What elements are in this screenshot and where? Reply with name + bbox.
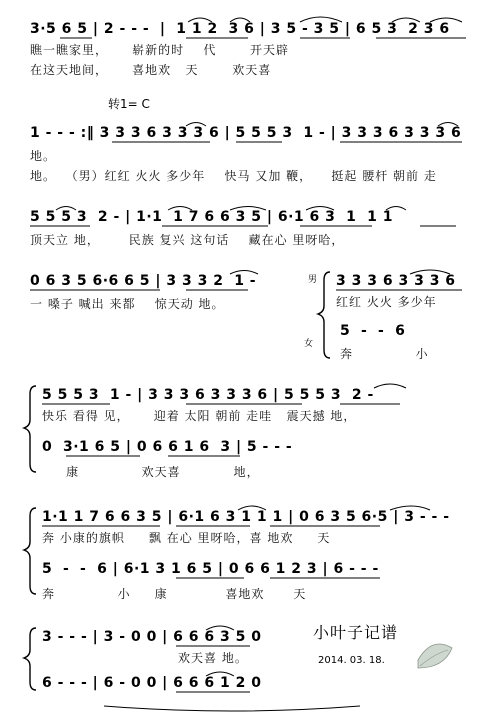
s7-upper-lyric: 欢天喜 地。: [178, 651, 248, 665]
s5-lower-lyric: 康 欢天喜 地，: [42, 465, 260, 479]
brace-s4: [318, 272, 330, 358]
s7-upper-notes: 3 - - - | 3 - 0 0 | 6 6 6 3 5 0: [42, 629, 262, 645]
s1-notes: 3·5 6 5 | 2 - - - | 1 1 2 3 6 | 3 5 - 3 5 | 6 5 3 2 3 6: [30, 21, 450, 37]
s6-upper-notes: 1·1 1 7 6 6 3 5 | 6·1 6 3 1 1 1 | 0 6 3 5 6·5 | 3 - - -: [42, 509, 450, 525]
s6-lower-lyric: 奔 小 康 喜地欢 天: [42, 587, 307, 601]
s4-lower-lyric: 奔 小: [340, 347, 429, 361]
s3-notes: 5 5 5 3 2 - | 1·1 1 7 6 6 3 5 | 6·1 6 3 1 1 1: [30, 209, 393, 225]
leaf-ornament: [418, 644, 452, 668]
s2-lyric-1: 地。: [30, 149, 57, 163]
underlines: [30, 38, 466, 692]
s2-notes: 1 - - - :‖ 3 3 3 6 3 3 3 6 | 5 5 5 3 1 - | 3 3 3 6 3 3 3 6: [30, 125, 462, 141]
s4-notes: 0 6 3 5 6·6 6 5 | 3 3 3 2 1 -: [30, 273, 257, 289]
transcription-date: 2014. 03. 18.: [318, 655, 385, 666]
s4-lower-notes: 5 - - 6: [340, 323, 406, 339]
part-female: 女: [304, 339, 314, 349]
s2-lyric-2: 地。 （男）红红 火火 多少年 快马 又加 鞭， 挺起 腰杆 朝前 走: [30, 169, 437, 183]
brace-s5: [24, 386, 36, 472]
transcriber-signature: 小叶子记谱: [313, 623, 399, 642]
key-change: 转1= C: [108, 97, 150, 111]
brace-s6: [24, 508, 36, 594]
s3-lyric-1: 顶天立 地， 民族 复兴 这句话 藏在心 里呀哈，: [30, 233, 345, 247]
s5-lower-notes: 0 3·1 6 5 | 0 6 6 1 6 3 | 5 - - -: [42, 439, 293, 455]
s6-lower-notes: 5 - - 6 | 6·1 3 1 6 5 | 0 6 6 1 2 3 | 6 - - -: [42, 561, 379, 577]
s4-upper-lyric: 红红 火火 多少年: [336, 295, 437, 309]
s4-upper-notes: 3 3 3 6 3 3 3 6: [336, 273, 456, 289]
s6-upper-lyric: 奔 小康的旗帜 飘 在心 里呀哈，喜 地欢 天: [42, 531, 331, 545]
s1-lyric-1: 瞧一瞧家里， 崭新的时 代 开天辟: [30, 43, 290, 57]
part-male: 男: [308, 275, 318, 285]
s5-upper-notes: 5 5 5 3 1 - | 3 3 3 6 3 3 3 6 | 5 5 5 3 2 -: [42, 387, 374, 403]
s7-lower-notes: 6 - - - | 6 - 0 0 | 6 6 6 1 2 0: [42, 675, 262, 691]
slurs: [56, 17, 462, 711]
s1-lyric-2: 在这天地间， 喜地欢 天 欢天喜: [30, 63, 272, 77]
s5-upper-lyric: 快乐 看得 见， 迎着 太阳 朝前 走哇 震天撼 地，: [42, 409, 357, 423]
s4-lyric-1: 一 嗓子 喊出 来都 惊天动 地。: [30, 297, 225, 311]
brace-s7: [24, 628, 36, 690]
